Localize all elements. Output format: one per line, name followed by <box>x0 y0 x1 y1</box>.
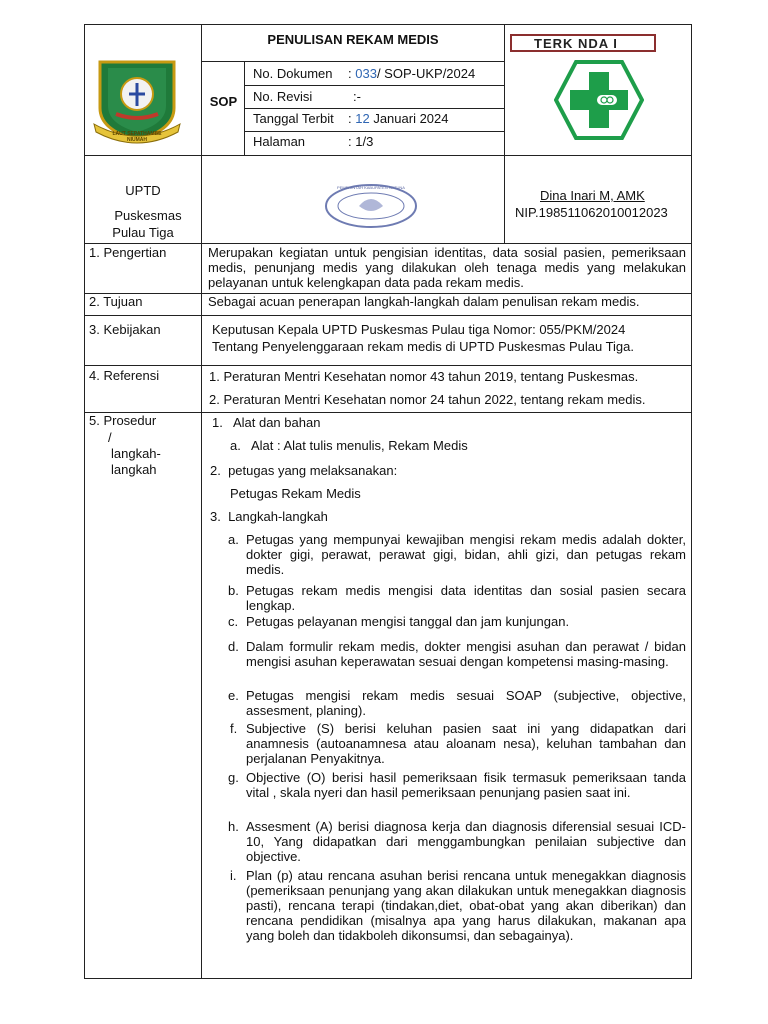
meta-value-date <box>348 111 449 126</box>
grid-line <box>84 365 692 366</box>
health-cross-icon <box>554 58 644 142</box>
step-text: Assesment (A) berisi diagnosa kerja dan diagnosis diferensial sesuai ICD-10, Yang didapatkan dari menggambungkan penilaian subjective dan objective. <box>246 819 686 864</box>
meta-value-revision: :- <box>353 89 361 104</box>
org-line-island: Pulau Tiga <box>112 225 174 240</box>
grid-line <box>84 243 692 244</box>
grid-line <box>201 279 202 412</box>
step-marker: b. <box>228 583 239 598</box>
prosedur-point-1a: a. Alat : Alat tulis menulis, Rekam Medis <box>230 438 468 453</box>
page-number: 1/3 <box>351 134 374 149</box>
meta-value-doc <box>348 66 475 81</box>
doc-number: 033 <box>355 66 377 81</box>
meta-sep: : <box>348 111 352 126</box>
step-text: Petugas rekam medis mengisi data identitas dan sosial pasien secara lengkap. <box>246 583 686 613</box>
org-line-puskesmas: Puskesmas <box>114 208 182 223</box>
label-prosedur-slash: / <box>108 430 112 445</box>
meta-label-date: Tanggal Terbit <box>253 111 334 126</box>
prosedur-point-2: 2. petugas yang melaksanakan: <box>210 463 398 478</box>
tujuan-text: Sebagai acuan penerapan langkah-langkah dalam penulisan rekam medis. <box>208 294 640 309</box>
emblem-ribbon-text: LAUT SEPATHAMBE NIUMAH <box>112 131 162 143</box>
regency-emblem <box>92 56 182 146</box>
seal-text: PEMERINTAH KABUPATEN NATUNA <box>337 185 405 190</box>
official-seal <box>323 182 419 230</box>
meta-label-page: Halaman <box>253 134 306 149</box>
meta-label-revision: No. Revisi <box>253 89 313 104</box>
grid-line <box>504 24 505 155</box>
grid-line <box>244 131 504 132</box>
step-marker: i. <box>230 868 237 883</box>
document-title: PENULISAN REKAM MEDIS <box>267 32 439 47</box>
date-rest: Januari 2024 <box>369 111 449 126</box>
accreditation-stamp: TERK NDA I <box>534 36 618 51</box>
step-text: Petugas pelayanan mengisi tanggal dan jam kunjungan. <box>246 614 570 629</box>
signer-name: Dina Inari M, AMK <box>540 188 645 203</box>
label-langkah-2: langkah <box>111 462 157 477</box>
pengertian-text: Merupakan kegiatan untuk pengisian identitas, data sosial pasien, pemeriksaan medis, penunjang medis yang dilakukan oleh tenaga medis yang melakukan pelayanan untuk kelengkapan data pada rekam medis. <box>208 245 686 290</box>
org-line-uptd: UPTD <box>125 183 161 198</box>
step-text: Petugas yang mempunyai kewajiban mengisi rekam medis adalah dokter, dokter gigi, perawat, perawat gigi, bidan, ahli gizi, dan petugas rekam medis. <box>246 532 686 577</box>
label-langkah-1: langkah- <box>111 446 161 461</box>
step-marker: c. <box>228 614 239 629</box>
label-referensi: 4. Referensi <box>89 368 160 383</box>
grid-line <box>504 155 505 243</box>
signer-nip: NIP.198511062010012023 <box>515 205 668 220</box>
label-pengertian: 1. Pengertian <box>89 245 167 260</box>
step-marker: g. <box>228 770 239 785</box>
grid-line <box>244 108 504 109</box>
step-text: Subjective (S) berisi keluhan pasien saat ini yang didapatkan dari anamnesis (autoanamnesa atau aloanam nesa), keluhan tambahan dan perjalanan Penyakitnya. <box>246 721 686 766</box>
step-marker: h. <box>228 819 239 834</box>
label-tujuan: 2. Tujuan <box>89 294 143 309</box>
prosedur-point-1: 1. Alat dan bahan <box>212 415 321 430</box>
sop-label: SOP <box>209 94 238 109</box>
grid-line <box>201 24 202 279</box>
step-marker: e. <box>228 688 239 703</box>
meta-label-doc: No. Dokumen <box>253 66 333 81</box>
label-prosedur: 5. Prosedur <box>89 413 157 428</box>
puskesmas-logo <box>554 58 644 142</box>
meta-value-page <box>348 134 373 149</box>
step-marker: f. <box>230 721 238 736</box>
grid-line <box>84 155 692 156</box>
referensi-item-2: 2. Peraturan Mentri Kesehatan nomor 24 tahun 2022, tentang rekam medis. <box>209 392 646 407</box>
prosedur-point-2a: Petugas Rekam Medis <box>230 486 361 501</box>
step-text: Dalam formulir rekam medis, dokter mengisi asuhan dan perawat / bidan mengisi asuhan keperawatan sesuai dengan kompetensi masing-masing. <box>246 639 686 669</box>
doc-suffix: / SOP-UKP/2024 <box>376 66 476 81</box>
meta-sep: : <box>348 134 352 149</box>
step-marker: d. <box>228 639 239 654</box>
step-text: Plan (p) atau rencana asuhan berisi rencana untuk menegakkan diagnosis (pemeriksaan penunjang yang akan dilakukan untuk menegakkan diagnosis pasti), rencana terapi (tindakan,diet, obat-obat yang akan diberikan) dan rencana pendidikan (misalnya apa yang harus dilakukan, makanan apa yang boleh dan tidakboleh dikonsumsi, dan sebagainya). <box>246 868 686 943</box>
meta-sep: : <box>348 66 352 81</box>
date-day: 12 <box>355 111 370 126</box>
referensi-item-1: 1. Peraturan Mentri Kesehatan nomor 43 tahun 2019, tentang Puskesmas. <box>209 369 639 384</box>
grid-line <box>201 412 202 979</box>
step-marker: a. <box>228 532 239 547</box>
step-text: Petugas mengisi rekam medis sesuai SOAP (subjective, objective, assesment, planing). <box>246 688 686 718</box>
grid-line <box>201 61 504 62</box>
label-kebijakan: 3. Kebijakan <box>89 322 161 337</box>
prosedur-point-3: 3. Langkah-langkah <box>210 509 328 524</box>
grid-line <box>84 315 692 316</box>
kebijakan-line-2: Tentang Penyelenggaraan rekam medis di UPTD Puskesmas Pulau Tiga. <box>212 339 634 354</box>
step-text: Objective (O) berisi hasil pemeriksaan fisik termasuk pemeriksaan tanda vital , skala nyeri dan hasil pemeriksaan penunjang pasien saat ini. <box>246 770 686 800</box>
grid-line <box>244 85 504 86</box>
kebijakan-line-1: Keputusan Kepala UPTD Puskesmas Pulau tiga Nomor: 055/PKM/2024 <box>212 322 626 337</box>
grid-line <box>84 412 692 413</box>
